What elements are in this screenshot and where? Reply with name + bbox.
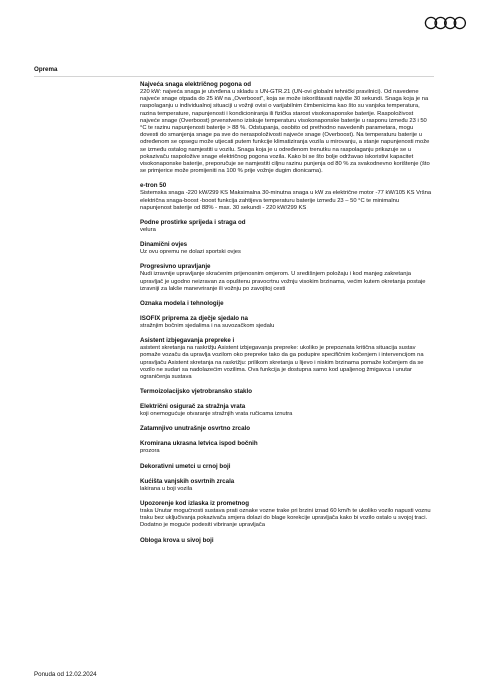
equipment-item-description: 220 kW: najveća snaga je utvrđena u skladu s UN-GTR.21 (UN-ovi globalni tehnički pravilnici). Od navedene najveće snage otpada do 25 kW na „Overboost", koja se može iskorištavati najviše 30 sekundi. Snaga koja je na raspolaganju u individualnoj situaciji u vožnji ovisi o varijabilnim čimbenicima kao što su vanjska temperatura, razina temperature, napunjenosti i kondicioniranja ili fizička starost visokonaponske baterije. Raspoloživost najveće snage (Overboost) prvenstveno iziskuje temperaturu visokonaponske baterije u rasponu između 23 i 50 °C te razinu napunjenosti baterije > 88 %. Odstupanja, osobito od prethodno navedenih parametara, mogu dovesti do smanjenja snage pa sve do neraspoloživosti najveće snage (Overboost). Na temperaturu baterije u određenom se opsegu može utjecati putem funkcije klimatiziranja vozila u mirovanju, a stanje napunjenosti može se između ostalog namjestiti u vozilu. Snaga koja je u određenom trenutku na raspolaganju prikazuje se u pokazivaču raspoložive snage električnog pogona vozila. Kako bi se što bolje održavao iskoristivi kapacitet visokonaponske baterije, preporučuje se namjestiti ciljnu razinu punjenja od 80 % za svakodnevno korištenje (što se primjerice može promijeniti na 100 % prije vožnje dugim dionicama).	[140, 89, 430, 175]
equipment-item-description: Nudi izravnije upravljanje skraćenim prijenosnim omjerom. U središnjem položaju i kod manjeg zakretanja upravljač je ugodno neizravan za opuštenu pravocrtnu vožnju visokim brzinama, većim kutem okretanja postaje izravniji za lakše manevriranje ili vožnju po zavojitoj cesti	[140, 271, 426, 292]
equipment-item-heading: Dinamični ovjes	[140, 241, 188, 249]
four-rings-logo	[424, 16, 468, 30]
equipment-item	[140, 81, 432, 175]
equipment-item-description: prozora	[140, 448, 160, 455]
equipment-item-description: lakirana u boji vozila	[140, 485, 193, 492]
equipment-item	[140, 219, 432, 234]
equipment-list	[140, 81, 432, 552]
equipment-item-heading: Kromirana ukrasna letvica ispod bočnih	[140, 440, 258, 448]
equipment-item-description: asistent skretanja na raskrižju Asistent izbjegavanja prepreke: ukoliko je prepoznata kritična situacija sustav pomaže vozaču da upravlja vozilom oko prepreke tako da ga podupire specifičnim kočenjem i intervencijom na upravljaču Asistent skretanja na raskrižju: prilikom skretanja u lijevo i niskim brzinama pomaže kočenjem da se vozilo ne sudari sa nadolazećim vozilima. Ova funkcija je dostupna samo kod upaljenog žmigavca i unutar ograničenja sustava	[140, 345, 424, 381]
equipment-item	[140, 425, 432, 433]
equipment-item-heading: Podne prostirke sprijeda i straga od	[140, 219, 246, 227]
equipment-item-heading: Zatamnjivo unutrašnje osvrtno zrcalo	[140, 425, 251, 433]
equipment-item-heading: Dekorativni umetci u crnoj boji	[140, 462, 231, 470]
equipment-item-description: velura	[140, 227, 156, 234]
equipment-item-heading: Asistent izbjegavanja prepreke i	[140, 337, 235, 345]
equipment-item	[140, 440, 432, 455]
equipment-item	[140, 403, 432, 418]
equipment-item-description: stražnjim bočnim sjedalima i na suvozačkom sjedalu	[140, 323, 275, 330]
equipment-item-heading: Progresivno upravljanje	[140, 263, 211, 271]
section-divider	[34, 76, 434, 77]
equipment-item-description: Uz ovu opremu ne dolazi sportski ovjes	[140, 249, 241, 256]
equipment-item	[140, 263, 432, 293]
equipment-item-heading: Oznaka modela i tehnologije	[140, 300, 224, 308]
equipment-item	[140, 537, 432, 545]
equipment-item	[140, 241, 432, 256]
equipment-item-heading: Kućišta vanjskih osvrtnih zrcala	[140, 477, 235, 485]
equipment-item-heading: Najveća snaga električnog pogona od	[140, 81, 252, 88]
equipment-item	[140, 478, 432, 493]
equipment-item-heading: Upozorenje kod izlaska iz prometnog	[140, 499, 249, 507]
equipment-item-heading: ISOFIX priprema za dječje sjedalo na	[140, 315, 248, 323]
equipment-item	[140, 463, 432, 471]
section-title: Oprema	[34, 66, 58, 73]
equipment-item-description: Sistemska snaga -220 kW/299 KS Maksimalna 30-minutna snaga u kW za električne motor -77 kW/105 KS Vršna električna snaga-boost -boost funkcija zahtijeva temperaturu baterije između 23 – 50 °C te minimalnu napunjenost baterije od 88% - max. 30 sekundi - 220 kW/299 KS	[140, 190, 432, 211]
equipment-item	[140, 315, 432, 330]
equipment-item	[140, 300, 432, 308]
equipment-item-heading: Električni osigurač za stražnja vrata	[140, 403, 246, 411]
equipment-item	[140, 500, 432, 530]
equipment-item-heading: Obloga krova u sivoj boji	[140, 536, 214, 544]
equipment-item	[140, 388, 432, 396]
equipment-item-description: traka Unutar mogućnosti sustava prati oznake vozne trake pri brzini iznad 60 km/h te ukoliko vozilo napusti voznu traku bez uključivanja pokazivača smjera dolazi do blage korekcije upravljača kako bi vozilo ostalo u svojoj traci. Dodatno je moguće podesiti vibriranje upravljača	[140, 507, 431, 529]
equipment-item	[140, 182, 432, 212]
equipment-item	[140, 337, 432, 381]
offer-date-footer: Ponuda od 12.02.2024	[34, 671, 97, 678]
equipment-item-heading: e-tron 50	[140, 182, 167, 190]
equipment-item-description: koji onemogućuje otvaranje stražnjih vrata ručicama iznutra	[140, 411, 293, 418]
equipment-item-heading: Termoizolacijsko vjetrobransko staklo	[140, 388, 252, 396]
